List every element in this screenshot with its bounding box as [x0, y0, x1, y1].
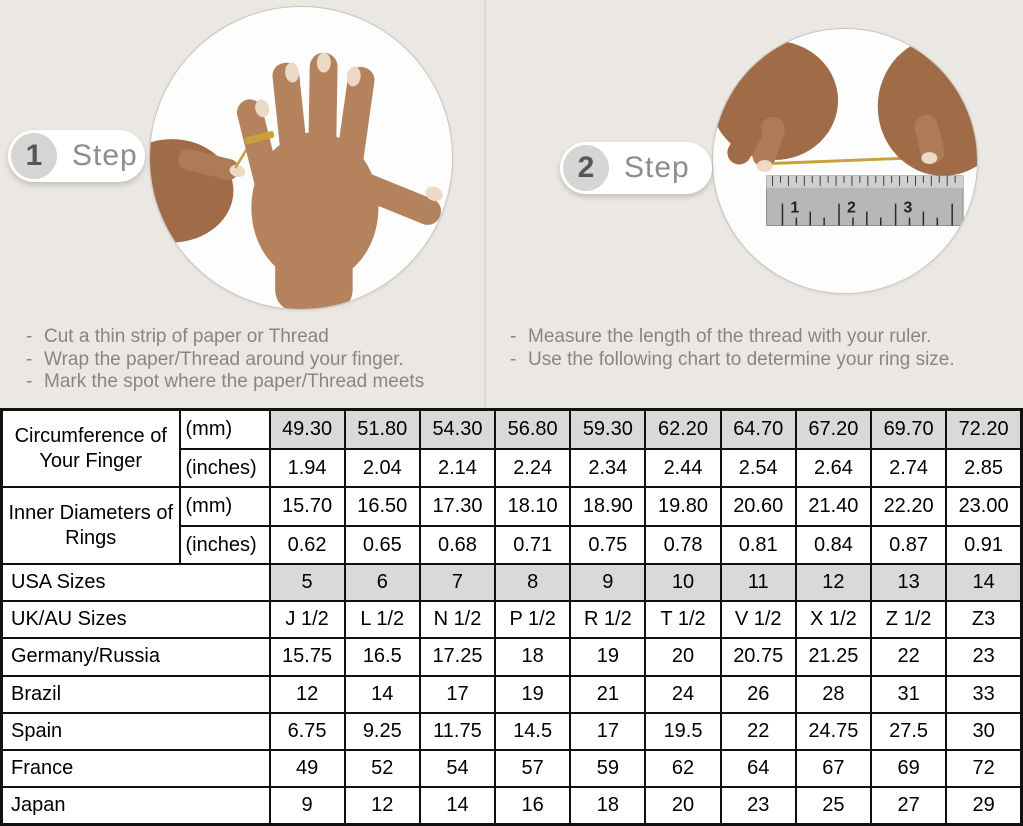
size-value-cell: 28 [796, 676, 871, 713]
step1-instructions [20, 326, 424, 394]
size-value-cell: 20 [645, 787, 720, 825]
step2-badge [560, 142, 712, 194]
instruction-line [20, 326, 424, 349]
row-group-label: Inner Diameters of Rings [2, 487, 180, 564]
size-value-cell: 19.80 [645, 487, 720, 526]
size-value-cell: 21.25 [796, 638, 871, 675]
table-row [2, 601, 1022, 638]
size-value-cell: 16.50 [345, 487, 420, 526]
step2-label: Step [624, 151, 690, 184]
size-value-cell: 23.00 [946, 487, 1021, 526]
size-value-cell: V 1/2 [721, 601, 796, 638]
size-value-cell: 62 [645, 750, 720, 787]
size-value-cell: 19 [570, 638, 645, 675]
size-value-cell: 69 [871, 750, 946, 787]
size-value-cell: 5 [270, 564, 345, 601]
row-label: France [2, 750, 270, 787]
size-value-cell: 30 [946, 713, 1021, 750]
size-value-cell: P 1/2 [495, 601, 570, 638]
size-value-cell: 0.65 [345, 526, 420, 565]
size-value-cell: 0.68 [420, 526, 495, 565]
size-value-cell: 22 [721, 713, 796, 750]
instruction-text: Cut a thin strip of paper or Thread [44, 326, 329, 347]
size-value-cell: J 1/2 [270, 601, 345, 638]
size-value-cell: 27.5 [871, 713, 946, 750]
table-row [2, 750, 1022, 787]
step2-number-circle [563, 145, 609, 191]
size-value-cell: 0.87 [871, 526, 946, 565]
size-value-cell: 14.5 [495, 713, 570, 750]
size-value-cell: 57 [495, 750, 570, 787]
size-value-cell: 7 [420, 564, 495, 601]
size-value-cell: 72.20 [946, 410, 1021, 449]
size-value-cell: 49 [270, 750, 345, 787]
row-label: Brazil [2, 676, 270, 713]
size-value-cell: 13 [871, 564, 946, 601]
size-value-cell: 6 [345, 564, 420, 601]
instruction-text: Measure the length of the thread with your ruler. [528, 326, 932, 347]
size-value-cell: 15.75 [270, 638, 345, 675]
size-value-cell: 18 [570, 787, 645, 825]
ruler-number-2: 2 [846, 199, 856, 217]
size-value-cell: 0.81 [721, 526, 796, 565]
size-value-cell: 59.30 [570, 410, 645, 449]
ruler-measuring-illustration [713, 29, 977, 293]
size-value-cell: 2.24 [495, 449, 570, 488]
row-label: Spain [2, 713, 270, 750]
step1-number: 1 [25, 139, 43, 172]
size-value-cell: 22.20 [871, 487, 946, 526]
step1-number-circle [11, 133, 57, 179]
size-value-cell: 12 [796, 564, 871, 601]
size-value-cell: 2.34 [570, 449, 645, 488]
size-value-cell: 25 [796, 787, 871, 825]
size-value-cell: Z 1/2 [871, 601, 946, 638]
size-value-cell: 27 [871, 787, 946, 825]
step2-instructions [504, 326, 955, 371]
size-value-cell: 69.70 [871, 410, 946, 449]
step1-badge [8, 130, 145, 182]
size-value-cell: 2.04 [345, 449, 420, 488]
table-row [2, 487, 1022, 526]
row-label: Japan [2, 787, 270, 825]
size-value-cell: 24 [645, 676, 720, 713]
size-value-cell: 2.44 [645, 449, 720, 488]
size-value-cell: 0.62 [270, 526, 345, 565]
table-row [2, 564, 1022, 601]
size-value-cell: 8 [495, 564, 570, 601]
size-value-cell: 0.91 [946, 526, 1021, 565]
size-value-cell: Z3 [946, 601, 1021, 638]
unit-label: (mm) [180, 487, 270, 526]
size-value-cell: 24.75 [796, 713, 871, 750]
ruler [767, 176, 964, 226]
size-value-cell: 14 [946, 564, 1021, 601]
size-value-cell: N 1/2 [420, 601, 495, 638]
size-value-cell: 0.75 [570, 526, 645, 565]
unit-label: (mm) [180, 410, 270, 449]
hand-with-ring-illustration [150, 7, 452, 309]
size-value-cell: 49.30 [270, 410, 345, 449]
size-value-cell: 17.30 [420, 487, 495, 526]
size-value-cell: 23 [721, 787, 796, 825]
bullet-dash: - [510, 326, 517, 347]
size-value-cell: 19 [495, 676, 570, 713]
size-value-cell: 29 [946, 787, 1021, 825]
size-value-cell: 18.90 [570, 487, 645, 526]
size-value-cell: 19.5 [645, 713, 720, 750]
size-value-cell: X 1/2 [796, 601, 871, 638]
bullet-dash: - [26, 348, 33, 370]
unit-label: (inches) [180, 449, 270, 488]
vertical-divider [484, 0, 486, 408]
row-label: Germany/Russia [2, 638, 270, 675]
row-label: UK/AU Sizes [2, 601, 270, 638]
size-value-cell: 26 [721, 676, 796, 713]
size-value-cell: 14 [345, 676, 420, 713]
size-value-cell: 54.30 [420, 410, 495, 449]
size-value-cell: 0.78 [645, 526, 720, 565]
unit-label: (inches) [180, 526, 270, 565]
size-value-cell: 17.25 [420, 638, 495, 675]
size-value-cell: 59 [570, 750, 645, 787]
size-value-cell: 52 [345, 750, 420, 787]
size-value-cell: 10 [645, 564, 720, 601]
size-value-cell: 9 [270, 787, 345, 825]
size-value-cell: 16 [495, 787, 570, 825]
instruction-line [504, 326, 955, 349]
size-value-cell: 31 [871, 676, 946, 713]
size-value-cell: 12 [345, 787, 420, 825]
size-value-cell: 2.54 [721, 449, 796, 488]
size-value-cell: 54 [420, 750, 495, 787]
instruction-text: Mark the spot where the paper/Thread meets [44, 371, 425, 392]
size-value-cell: 20.75 [721, 638, 796, 675]
instructions-section [0, 0, 1023, 408]
size-value-cell: T 1/2 [645, 601, 720, 638]
size-value-cell: 17 [570, 713, 645, 750]
size-value-cell: 64.70 [721, 410, 796, 449]
size-value-cell: R 1/2 [570, 601, 645, 638]
step1-photo [149, 6, 453, 310]
size-value-cell: L 1/2 [345, 601, 420, 638]
size-value-cell: 56.80 [495, 410, 570, 449]
size-value-cell: 2.85 [946, 449, 1021, 488]
table-row [2, 410, 1022, 449]
instruction-text: Wrap the paper/Thread around your finger. [44, 348, 404, 370]
size-value-cell: 20.60 [721, 487, 796, 526]
ruler-number-3: 3 [903, 199, 913, 217]
size-value-cell: 12 [270, 676, 345, 713]
size-value-cell: 62.20 [645, 410, 720, 449]
size-value-cell: 0.71 [495, 526, 570, 565]
instruction-line [20, 349, 424, 372]
size-value-cell: 21.40 [796, 487, 871, 526]
size-value-cell: 51.80 [345, 410, 420, 449]
size-value-cell: 21 [570, 676, 645, 713]
table-row [2, 676, 1022, 713]
size-value-cell: 11 [721, 564, 796, 601]
size-value-cell: 67.20 [796, 410, 871, 449]
size-value-cell: 72 [946, 750, 1021, 787]
size-value-cell: 23 [946, 638, 1021, 675]
bullet-dash: - [26, 326, 33, 347]
size-value-cell: 15.70 [270, 487, 345, 526]
step2-number: 2 [577, 151, 595, 184]
size-value-cell: 11.75 [420, 713, 495, 750]
ring-size-conversion-table [0, 408, 1023, 826]
size-value-cell: 18.10 [495, 487, 570, 526]
size-value-cell: 20 [645, 638, 720, 675]
size-value-cell: 14 [420, 787, 495, 825]
size-value-cell: 18 [495, 638, 570, 675]
table-row [2, 787, 1022, 825]
row-label: USA Sizes [2, 564, 270, 601]
step1-label: Step [72, 139, 138, 172]
size-value-cell: 17 [420, 676, 495, 713]
row-group-label: Circumference of Your Finger [2, 410, 180, 488]
size-value-cell: 2.64 [796, 449, 871, 488]
size-value-cell: 9.25 [345, 713, 420, 750]
size-value-cell: 33 [946, 676, 1021, 713]
size-value-cell: 64 [721, 750, 796, 787]
size-value-cell: 9 [570, 564, 645, 601]
size-value-cell: 22 [871, 638, 946, 675]
size-value-cell: 0.84 [796, 526, 871, 565]
bullet-dash: - [510, 348, 517, 370]
step2-photo [712, 28, 978, 294]
instruction-line [20, 371, 424, 394]
size-value-cell: 67 [796, 750, 871, 787]
size-value-cell: 16.5 [345, 638, 420, 675]
bullet-dash: - [26, 371, 33, 392]
table-row [2, 713, 1022, 750]
instruction-text: Use the following chart to determine your ring size. [528, 348, 955, 370]
size-value-cell: 6.75 [270, 713, 345, 750]
table-row [2, 638, 1022, 675]
ruler-number-1: 1 [790, 199, 800, 217]
size-value-cell: 2.74 [871, 449, 946, 488]
size-value-cell: 2.14 [420, 449, 495, 488]
size-value-cell: 1.94 [270, 449, 345, 488]
instruction-line [504, 349, 955, 372]
